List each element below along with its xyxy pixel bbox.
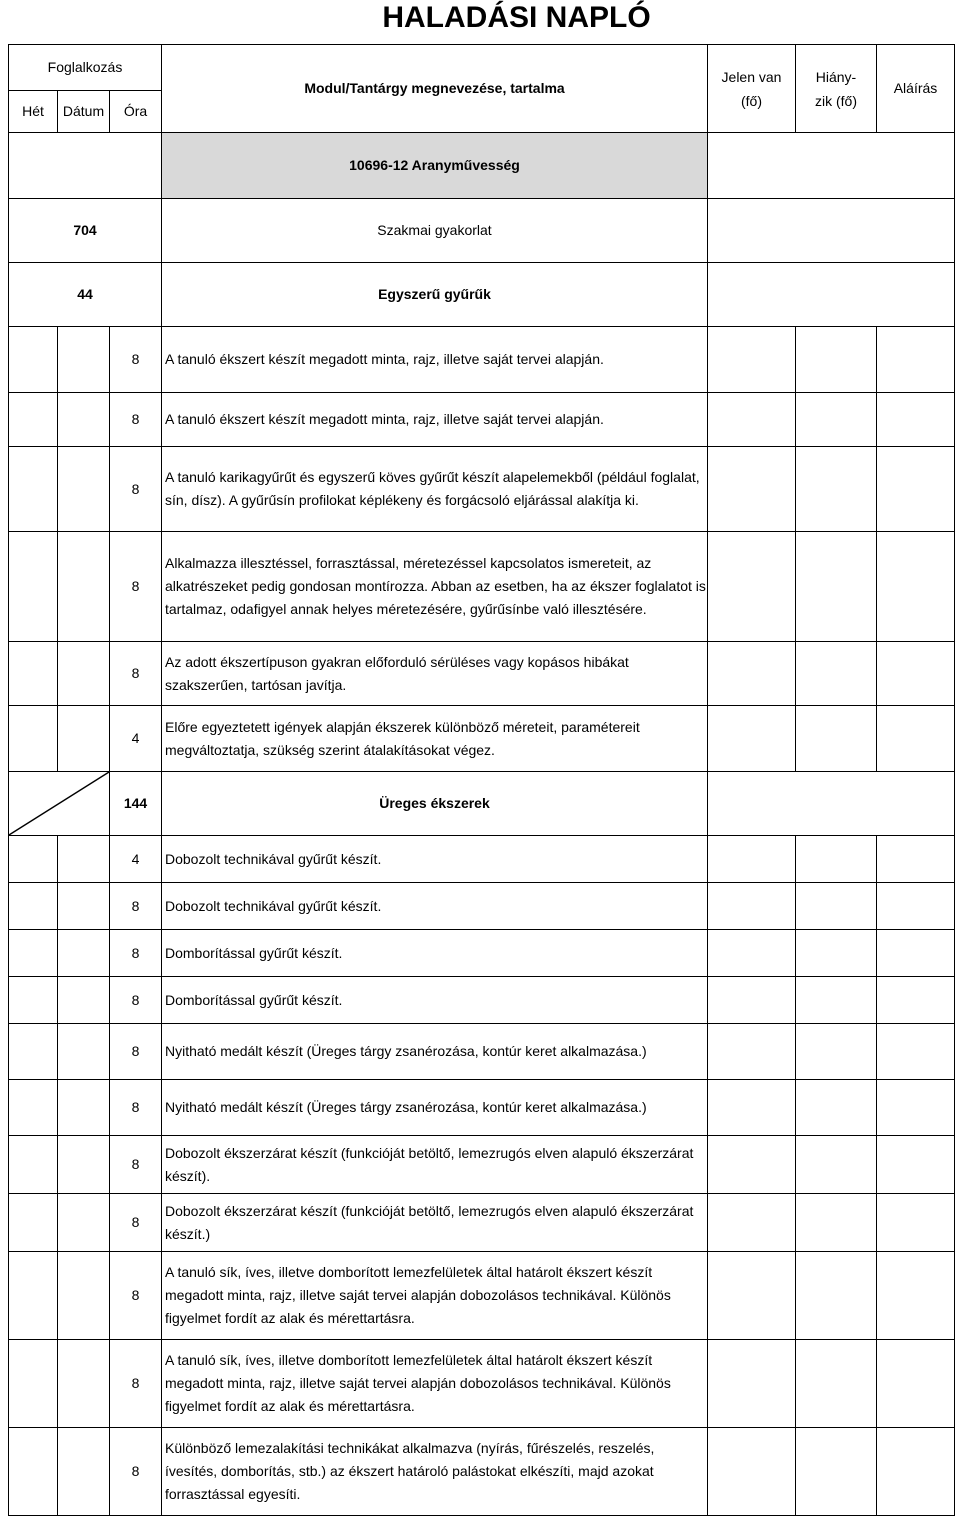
datum-cell[interactable] bbox=[58, 1340, 110, 1428]
table-row bbox=[9, 977, 955, 1024]
datum-cell[interactable] bbox=[58, 327, 110, 393]
hianyzik-cell[interactable] bbox=[796, 1252, 877, 1340]
alairas-cell[interactable] bbox=[877, 836, 955, 883]
subject-row bbox=[9, 199, 955, 263]
het-cell[interactable] bbox=[9, 393, 58, 447]
jelen-van-cell[interactable] bbox=[708, 1252, 796, 1340]
hianyzik-cell[interactable] bbox=[796, 1080, 877, 1136]
ora-header: Óra bbox=[110, 91, 162, 133]
jelen-van-cell[interactable] bbox=[708, 977, 796, 1024]
het-cell[interactable] bbox=[9, 706, 58, 772]
het-cell[interactable] bbox=[9, 883, 58, 930]
content-cell: A tanuló ékszert készít megadott minta, rajz, illetve saját tervei alapján. bbox=[162, 327, 708, 393]
alairas-cell[interactable] bbox=[877, 642, 955, 706]
foglalkozas-header: Foglalkozás bbox=[9, 45, 162, 91]
jelen-van-cell[interactable] bbox=[708, 1340, 796, 1428]
datum-cell[interactable] bbox=[58, 1080, 110, 1136]
datum-cell[interactable] bbox=[58, 1024, 110, 1080]
hianyzik-cell[interactable] bbox=[796, 393, 877, 447]
alairas-cell[interactable] bbox=[877, 930, 955, 977]
alairas-cell[interactable] bbox=[877, 1340, 955, 1428]
topic2-hours: 144 bbox=[110, 772, 162, 836]
content-cell: A tanuló karikagyűrűt és egyszerű köves gyűrűt készít alapelemekből (például foglalat, sín, dísz). A gyűrűsín profilokat képlékeny és forgácsoló eljárással alakítja ki. bbox=[162, 447, 708, 532]
ora-cell: 8 bbox=[110, 930, 162, 977]
datum-cell[interactable] bbox=[58, 447, 110, 532]
content-cell: A tanuló ékszert készít megadott minta, rajz, illetve saját tervei alapján. bbox=[162, 393, 708, 447]
ora-cell: 8 bbox=[110, 883, 162, 930]
modul-header: Modul/Tantárgy megnevezése, tartalma bbox=[162, 45, 708, 133]
datum-cell[interactable] bbox=[58, 977, 110, 1024]
hianyzik-cell[interactable] bbox=[796, 1428, 877, 1516]
hianyzik-cell[interactable] bbox=[796, 532, 877, 642]
alairas-cell[interactable] bbox=[877, 393, 955, 447]
table-row bbox=[9, 836, 955, 883]
document-title: HALADÁSI NAPLÓ bbox=[382, 1, 651, 34]
het-cell[interactable] bbox=[9, 1136, 58, 1194]
ora-cell: 8 bbox=[110, 1194, 162, 1252]
alairas-cell[interactable] bbox=[877, 1136, 955, 1194]
module-row bbox=[9, 133, 955, 199]
ora-cell: 8 bbox=[110, 532, 162, 642]
hianyzik-cell[interactable] bbox=[796, 930, 877, 977]
content-cell: Nyitható medált készít (Üreges tárgy zsanérozása, kontúr keret alkalmazása.) bbox=[162, 1024, 708, 1080]
table-row bbox=[9, 1194, 955, 1252]
datum-cell[interactable] bbox=[58, 1194, 110, 1252]
ora-cell: 8 bbox=[110, 447, 162, 532]
table-row bbox=[9, 642, 955, 706]
topic1-row bbox=[9, 263, 955, 327]
het-cell[interactable] bbox=[9, 1340, 58, 1428]
ora-cell: 8 bbox=[110, 1024, 162, 1080]
ora-cell: 8 bbox=[110, 393, 162, 447]
diagonal-line bbox=[9, 772, 109, 835]
topic2-name: Üreges ékszerek bbox=[162, 772, 708, 836]
het-cell[interactable] bbox=[9, 977, 58, 1024]
jelen-van-cell[interactable] bbox=[708, 836, 796, 883]
hianyzik-cell[interactable] bbox=[796, 977, 877, 1024]
jelen-van-cell[interactable] bbox=[708, 883, 796, 930]
table-row bbox=[9, 393, 955, 447]
ora-cell: 8 bbox=[110, 977, 162, 1024]
topic2-row bbox=[9, 772, 955, 836]
alairas-cell[interactable] bbox=[877, 1024, 955, 1080]
datum-cell[interactable] bbox=[58, 1428, 110, 1516]
jelen-van-cell[interactable] bbox=[708, 706, 796, 772]
table-row bbox=[9, 1080, 955, 1136]
alairas-cell[interactable] bbox=[877, 977, 955, 1024]
ora-cell: 8 bbox=[110, 1252, 162, 1340]
content-cell: Dobozolt ékszerzárat készít (funkcióját betöltő, lemezrugós elven alapuló ékszerzárat készít.) bbox=[162, 1194, 708, 1252]
het-cell[interactable] bbox=[9, 447, 58, 532]
het-cell[interactable] bbox=[9, 1252, 58, 1340]
alairas-cell[interactable] bbox=[877, 327, 955, 393]
jelen-van-cell[interactable] bbox=[708, 1136, 796, 1194]
table-row bbox=[9, 1428, 955, 1516]
het-header: Hét bbox=[9, 91, 58, 133]
datum-cell[interactable] bbox=[58, 532, 110, 642]
datum-cell[interactable] bbox=[58, 1252, 110, 1340]
subject-hours: 704 bbox=[9, 199, 162, 263]
table-row bbox=[9, 706, 955, 772]
jelen-van-cell[interactable] bbox=[708, 532, 796, 642]
alairas-cell[interactable] bbox=[877, 532, 955, 642]
ora-cell: 8 bbox=[110, 642, 162, 706]
alairas-cell[interactable] bbox=[877, 883, 955, 930]
ora-cell: 8 bbox=[110, 1080, 162, 1136]
table-row bbox=[9, 1024, 955, 1080]
datum-cell[interactable] bbox=[58, 393, 110, 447]
alairas-cell[interactable] bbox=[877, 706, 955, 772]
hianyzik-header bbox=[796, 45, 877, 133]
ora-cell: 8 bbox=[110, 1136, 162, 1194]
subject-name: Szakmai gyakorlat bbox=[162, 199, 708, 263]
content-cell: Domborítással gyűrűt készít. bbox=[162, 930, 708, 977]
het-cell[interactable] bbox=[9, 1428, 58, 1516]
content-cell: Nyitható medált készít (Üreges tárgy zsanérozása, kontúr keret alkalmazása.) bbox=[162, 1080, 708, 1136]
datum-header: Dátum bbox=[58, 91, 110, 133]
content-cell: Domborítással gyűrűt készít. bbox=[162, 977, 708, 1024]
datum-cell[interactable] bbox=[58, 930, 110, 977]
content-cell: Dobozolt ékszerzárat készít (funkcióját betöltő, lemezrugós elven alapuló ékszerzárat készít). bbox=[162, 1136, 708, 1194]
datum-cell[interactable] bbox=[58, 883, 110, 930]
het-cell[interactable] bbox=[9, 1024, 58, 1080]
jelen-van-cell[interactable] bbox=[708, 930, 796, 977]
table-row bbox=[9, 930, 955, 977]
datum-cell[interactable] bbox=[58, 642, 110, 706]
hianyzik-cell[interactable] bbox=[796, 327, 877, 393]
hianyzik-cell[interactable] bbox=[796, 1194, 877, 1252]
jelen-van-header bbox=[708, 45, 796, 133]
content-cell: Alkalmazza illesztéssel, forrasztással, méretezéssel kapcsolatos ismereteit, az alkatrészeket pedig gondosan montírozza. Abban az esetben, ha az ékszer foglalatot is tartalmaz, odafigyel annak helyes méretezésére, gyűrűsínbe való illesztésére. bbox=[162, 532, 708, 642]
content-cell: Az adott ékszertípuson gyakran előforduló sérüléses vagy kopásos hibákat szakszerűen, tartósan javítja. bbox=[162, 642, 708, 706]
hianyzik-cell[interactable] bbox=[796, 1340, 877, 1428]
table-row bbox=[9, 883, 955, 930]
jelen-van-line1: Jelen van bbox=[721, 68, 782, 85]
jelen-van-cell[interactable] bbox=[708, 393, 796, 447]
jelen-van-cell[interactable] bbox=[708, 327, 796, 393]
het-cell[interactable] bbox=[9, 327, 58, 393]
hianyzik-cell[interactable] bbox=[796, 447, 877, 532]
het-cell[interactable] bbox=[9, 1080, 58, 1136]
hianyzik-line1: Hiány- bbox=[815, 68, 857, 85]
ora-cell: 8 bbox=[110, 1428, 162, 1516]
table-row bbox=[9, 1136, 955, 1194]
table-row bbox=[9, 447, 955, 532]
hianyzik-cell[interactable] bbox=[796, 706, 877, 772]
topic1-name: Egyszerű gyűrűk bbox=[162, 263, 708, 327]
alairas-cell[interactable] bbox=[877, 1080, 955, 1136]
alairas-header: Aláírás bbox=[877, 45, 955, 133]
jelen-van-cell[interactable] bbox=[708, 1080, 796, 1136]
het-cell[interactable] bbox=[9, 642, 58, 706]
het-cell[interactable] bbox=[9, 1194, 58, 1252]
ora-cell: 8 bbox=[110, 327, 162, 393]
het-cell[interactable] bbox=[9, 532, 58, 642]
alairas-cell[interactable] bbox=[877, 447, 955, 532]
table-row bbox=[9, 532, 955, 642]
hianyzik-cell[interactable] bbox=[796, 836, 877, 883]
alairas-cell[interactable] bbox=[877, 1194, 955, 1252]
topic1-hours: 44 bbox=[9, 263, 162, 327]
jelen-van-cell[interactable] bbox=[708, 1024, 796, 1080]
content-cell: Dobozolt technikával gyűrűt készít. bbox=[162, 836, 708, 883]
content-cell: A tanuló sík, íves, illetve domborított lemezfelületek által határolt ékszert készít megadott minta, rajz, illetve saját tervei alapján dobozolásos technikával. Különös figyelmet fordít az alak és mérettartásra. bbox=[162, 1252, 708, 1340]
ora-cell: 4 bbox=[110, 706, 162, 772]
ora-cell: 8 bbox=[110, 1340, 162, 1428]
jelen-van-cell[interactable] bbox=[708, 447, 796, 532]
datum-cell[interactable] bbox=[58, 706, 110, 772]
hianyzik-cell[interactable] bbox=[796, 883, 877, 930]
jelen-van-cell[interactable] bbox=[708, 1194, 796, 1252]
hianyzik-cell[interactable] bbox=[796, 642, 877, 706]
header-row-1 bbox=[9, 45, 955, 91]
het-cell[interactable] bbox=[9, 930, 58, 977]
progress-log-table bbox=[8, 44, 955, 1516]
hianyzik-cell[interactable] bbox=[796, 1136, 877, 1194]
jelen-van-cell[interactable] bbox=[708, 642, 796, 706]
content-cell: Különböző lemezalakítási technikákat alkalmazva (nyírás, fűrészelés, reszelés, ívesítés, domborítás, stb.) az ékszert határoló palástokat elkészíti, majd azokat forrasztással egyesíti. bbox=[162, 1428, 708, 1516]
datum-cell[interactable] bbox=[58, 1136, 110, 1194]
content-cell: Dobozolt technikával gyűrűt készít. bbox=[162, 883, 708, 930]
hianyzik-line2: zik (fő) bbox=[815, 92, 857, 109]
het-cell[interactable] bbox=[9, 836, 58, 883]
content-cell: Előre egyeztetett igények alapján ékszerek különböző méreteit, paramétereit megváltoztatja, szükség szerint átalakításokat végez. bbox=[162, 706, 708, 772]
ora-cell: 4 bbox=[110, 836, 162, 883]
content-cell: A tanuló sík, íves, illetve domborított lemezfelületek által határolt ékszert készít megadott minta, rajz, illetve saját tervei alapján dobozolásos technikával. Különös figyelmet fordít az alak és mérettartásra. bbox=[162, 1340, 708, 1428]
alairas-cell[interactable] bbox=[877, 1428, 955, 1516]
jelen-van-cell[interactable] bbox=[708, 1428, 796, 1516]
table-row bbox=[9, 1252, 955, 1340]
jelen-van-line2: (fő) bbox=[741, 92, 762, 109]
alairas-cell[interactable] bbox=[877, 1252, 955, 1340]
diagonal-cell bbox=[9, 772, 110, 836]
module-title: 10696-12 Aranyművesség bbox=[162, 133, 708, 199]
table-row bbox=[9, 327, 955, 393]
hianyzik-cell[interactable] bbox=[796, 1024, 877, 1080]
table-row bbox=[9, 1340, 955, 1428]
datum-cell[interactable] bbox=[58, 836, 110, 883]
